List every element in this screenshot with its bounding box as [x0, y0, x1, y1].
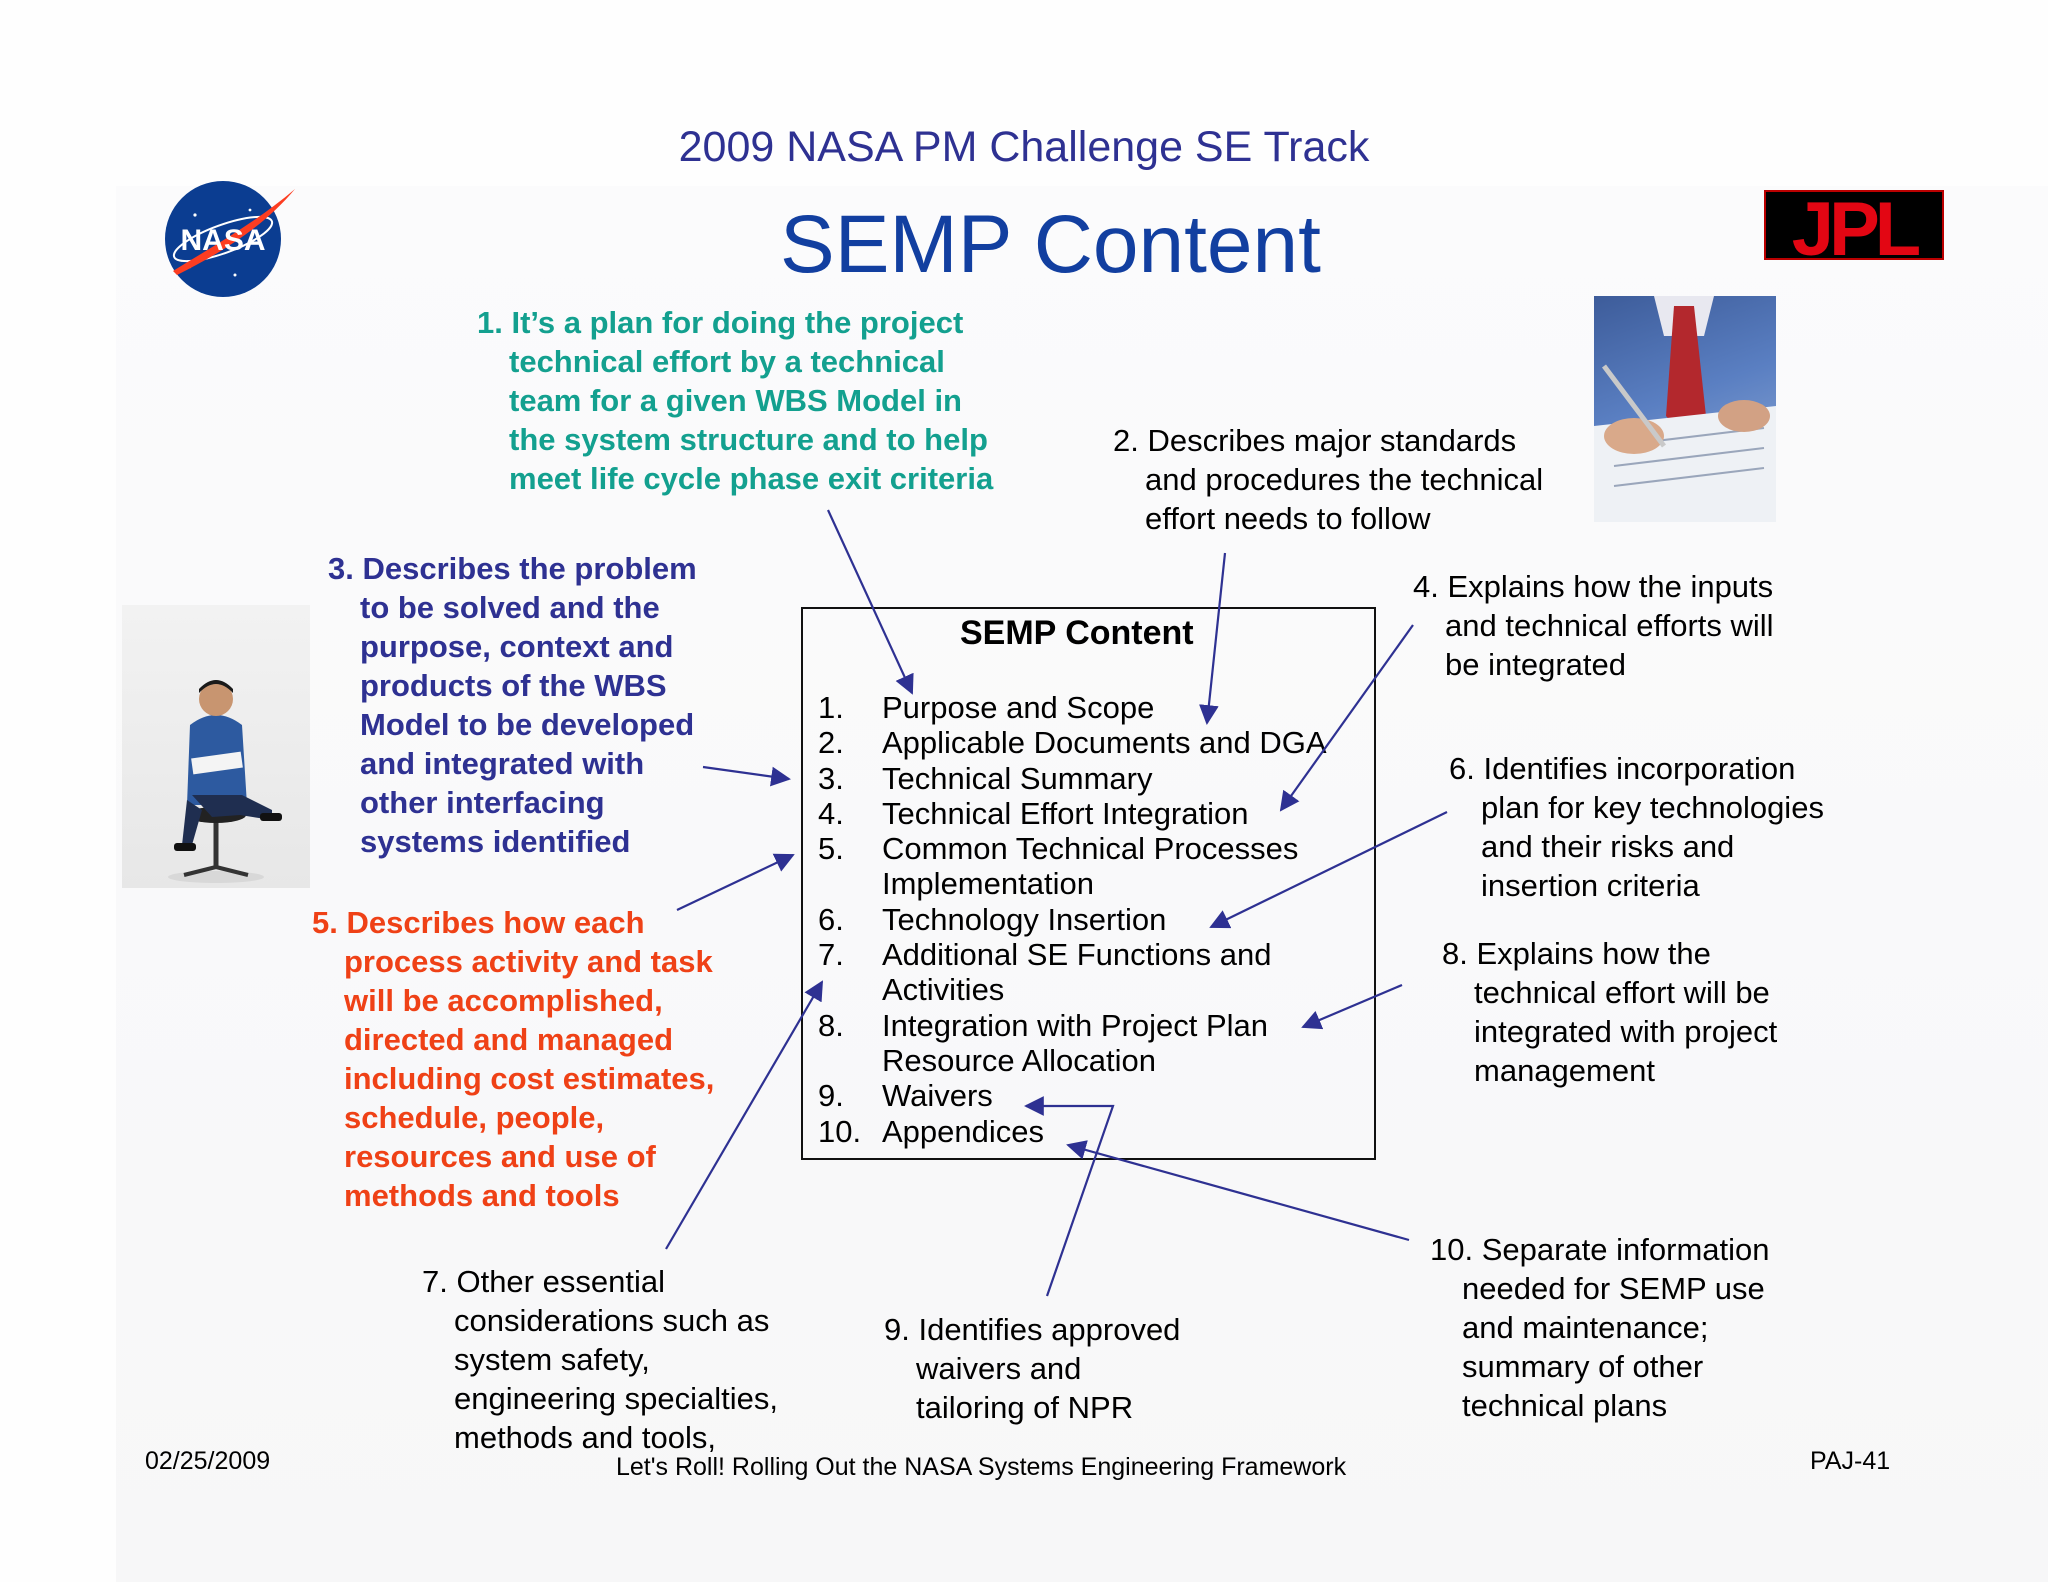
note-8-line: integrated with project [1474, 1014, 1778, 1049]
note-6 [1449, 749, 1824, 905]
note-10 [1430, 1230, 1770, 1425]
note-1 [477, 303, 993, 498]
semp-content-item [818, 831, 1327, 866]
footer-page-number: PAJ-41 [1810, 1447, 1891, 1475]
note-3-line: 3. Describes the problem [328, 551, 697, 586]
note-6-line: and their risks and [1481, 829, 1735, 864]
note-1-line: team for a given WBS Model in [509, 383, 962, 418]
semp-content-item-number: 5. [818, 831, 844, 867]
note-5-line: directed and managed [344, 1022, 674, 1057]
footer-date: 02/25/2009 [145, 1447, 271, 1475]
note-9-line: tailoring of NPR [916, 1390, 1134, 1425]
semp-content-item-label: Technical Effort Integration [882, 795, 1249, 831]
semp-content-item [818, 1008, 1327, 1043]
note-9-line: 9. Identifies approved [884, 1312, 1181, 1347]
semp-content-item-label: Activities [882, 972, 1005, 1008]
note-10-line: and maintenance; [1462, 1310, 1709, 1345]
semp-content-item-number: 9. [818, 1078, 844, 1114]
semp-content-item [818, 761, 1327, 796]
semp-content-item-label: Technical Summary [882, 760, 1153, 796]
note-2-line: 2. Describes major standards [1113, 423, 1517, 458]
note-5-line: methods and tools [344, 1178, 620, 1213]
jpl-logo [1764, 187, 1944, 272]
semp-content-item [818, 690, 1327, 725]
note-5-line: process activity and task [344, 944, 713, 979]
note-7-line: considerations such as [454, 1303, 770, 1338]
semp-content-item-label: Purpose and Scope [882, 690, 1155, 725]
note-3-line: systems identified [360, 824, 631, 859]
note-9 [884, 1310, 1180, 1427]
semp-content-item [818, 1043, 1327, 1078]
note-10-line: 10. Separate information [1430, 1232, 1770, 1267]
semp-content-item-label: Resource Allocation [882, 1042, 1156, 1078]
note-4-line: 4. Explains how the inputs [1413, 569, 1774, 604]
note-4-line: and technical efforts will [1445, 608, 1774, 643]
semp-content-item-label: Applicable Documents and DGA [882, 725, 1327, 761]
semp-content-item-number: 3. [818, 760, 844, 796]
note-8 [1442, 934, 1777, 1090]
semp-content-item [818, 937, 1327, 972]
semp-content-item-label: Technology Insertion [882, 901, 1167, 937]
semp-content-item-label: Implementation [882, 866, 1094, 902]
semp-content-item-number: 4. [818, 795, 844, 831]
note-2-line: effort needs to follow [1145, 501, 1431, 536]
note-4-line: be integrated [1445, 647, 1626, 682]
track-title: 2009 NASA PM Challenge SE Track [678, 123, 1370, 171]
note-8-line: 8. Explains how the [1442, 936, 1711, 971]
note-5-line: including cost estimates, [344, 1061, 715, 1096]
note-4 [1413, 567, 1774, 684]
note-5-line: schedule, people, [344, 1100, 605, 1135]
nasa-logo-wordmark: NASA [180, 224, 266, 257]
semp-content-list [818, 690, 1327, 1149]
nasa-logo [155, 175, 300, 300]
semp-content-item [818, 1078, 1327, 1113]
note-7 [422, 1262, 778, 1457]
semp-content-item [818, 866, 1327, 901]
note-5-line: resources and use of [344, 1139, 656, 1174]
page-title: SEMP Content [780, 199, 1321, 290]
note-1-line: the system structure and to help [509, 422, 988, 457]
note-9-line: waivers and [916, 1351, 1082, 1386]
semp-content-item-number: 1. [818, 690, 844, 725]
semp-content-item [818, 902, 1327, 937]
semp-content-item-number: 2. [818, 725, 844, 761]
note-7-line: 7. Other essential [422, 1264, 665, 1299]
note-10-line: needed for SEMP use [1462, 1271, 1765, 1306]
note-2 [1113, 421, 1543, 538]
note-1-line: technical effort by a technical [509, 344, 945, 379]
semp-content-item-label: Common Technical Processes [882, 831, 1299, 867]
note-3-line: and integrated with [360, 746, 645, 781]
photo-signing-document [1594, 296, 1776, 522]
footer-center-text: Let's Roll! Rolling Out the NASA Systems Engineering Framework [616, 1453, 1347, 1481]
semp-content-item-label: Integration with Project Plan [882, 1007, 1268, 1043]
semp-content-item [818, 725, 1327, 760]
note-3-line: to be solved and the [360, 590, 660, 625]
note-6-line: insertion criteria [1481, 868, 1700, 903]
semp-content-item-label: Appendices [882, 1113, 1045, 1149]
photo-seated-man [122, 605, 310, 888]
note-3-line: other interfacing [360, 785, 605, 820]
note-5-line: will be accomplished, [344, 983, 663, 1018]
note-3-line: purpose, context and [360, 629, 674, 664]
note-6-line: 6. Identifies incorporation [1449, 751, 1796, 786]
jpl-logo-wordmark: JPL [1791, 187, 1917, 272]
semp-content-item-label: Waivers [882, 1078, 993, 1114]
semp-content-item-number: 6. [818, 901, 844, 937]
note-7-line: system safety, [454, 1342, 650, 1377]
semp-content-item-number: 7. [818, 937, 844, 973]
note-8-line: management [1474, 1053, 1655, 1088]
note-1-line: meet life cycle phase exit criteria [509, 461, 994, 496]
note-8-line: technical effort will be [1474, 975, 1770, 1010]
semp-content-item [818, 796, 1327, 831]
semp-content-item [818, 1114, 1327, 1149]
note-3-line: Model to be developed [360, 707, 695, 742]
note-10-line: technical plans [1462, 1388, 1668, 1423]
semp-content-item [818, 972, 1327, 1007]
note-5-line: 5. Describes how each [312, 905, 645, 940]
note-7-line: engineering specialties, [454, 1381, 778, 1416]
semp-content-item-label: Additional SE Functions and [882, 937, 1272, 973]
note-3-line: products of the WBS [360, 668, 667, 703]
note-2-line: and procedures the technical [1145, 462, 1544, 497]
note-5 [312, 903, 714, 1215]
note-10-line: summary of other [1462, 1349, 1704, 1384]
semp-content-item-number: 10. [818, 1113, 862, 1149]
note-6-line: plan for key technologies [1481, 790, 1824, 825]
note-7-line: methods and tools, [454, 1420, 716, 1455]
semp-content-box-title: SEMP Content [960, 614, 1194, 652]
note-3 [328, 549, 697, 861]
semp-content-item-number: 8. [818, 1007, 844, 1043]
note-1-line: 1. It’s a plan for doing the project [477, 305, 964, 340]
